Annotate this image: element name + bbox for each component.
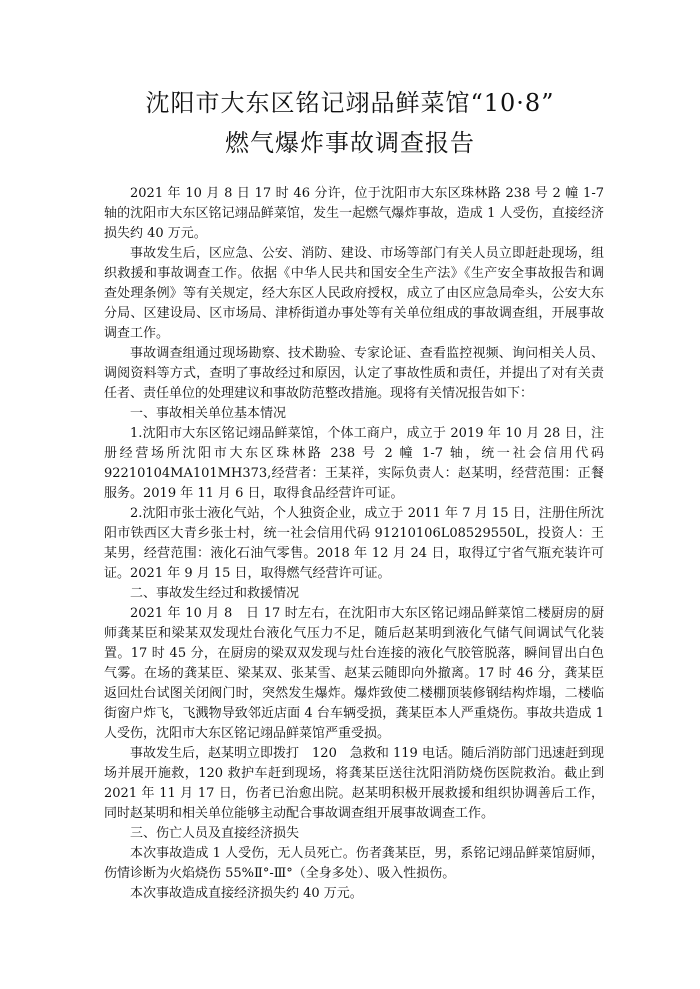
- section-3-paragraph-2: 本次事故造成直接经济损失约 40 万元。: [130, 886, 363, 901]
- intro-paragraph-3: 事故调查组通过现场勘察、技术勘验、专家论证、查看监控视频、询问相关人员、调阅资料等方式，查明了事故经过和原因，认定了事故性质和责任，并提出了对有关责任者、责任单位的处理建议和事故防范整改措施。现将有关情况报告如下：: [104, 346, 604, 401]
- report-title-line2: 燃气爆炸事故调查报告: [225, 129, 475, 157]
- intro-paragraph-2: 事故发生后，区应急、公安、消防、建设、市场等部门有关人员立即赶赴现场，组织救援和事故调查工作。依据《中华人民共和国安全生产法》《生产安全事故报告和调查处理条例》等有关规定，经大东区人民政府授权，成立了由区应急局牵头，公安大东分局、区建设局、区市场局、津桥街道办事处等有关单位组成的事故调查组，开展事故调查工作。: [104, 246, 604, 341]
- section-1-item-1: 1.沈阳市大东区铭记翊品鲜菜馆，个体工商户，成立于 2019 年 10 月 28 日，注册经营场所沈阳市大东区珠林路 238 号 2 幢 1-7 轴，统一社会信用代码 92210104MA101MH373,经营者：王某祥，实际负责人：赵某明，经营范围：正餐服务。2019 年 11 月 6 日，取得食品经营许可证。: [104, 426, 604, 501]
- section-3-heading: 三、伤亡人员及直接经济损失: [130, 826, 300, 841]
- section-2-paragraph-1: 2021 年 10 月 8 日 17 时左右，在沈阳市大东区铭记翊品鲜菜馆二楼厨房的厨师龚某臣和梁某双发现灶台液化气压力不足，随后赵某明到液化气储气间调试气化装置。17 时 45 分，在厨房的梁双双发现与灶台连接的液化气胶管脱落，瞬间冒出白色气雾。在场的龚某臣、梁某双、张某雪、赵某云随即向外撤离。17 时 46 分，龚某臣返回灶台试图关闭阀门时，突然发生爆炸。爆炸致使二楼棚顶装修钢结构炸塌，二楼临街窗户炸飞，飞溅物导致邻近店面 4 台车辆受损，龚某臣本人严重烧伤。事故共造成 1 人受伤，沈阳市大东区铭记翊品鲜菜馆严重受损。: [104, 606, 604, 741]
- section-1-item-2: 2.沈阳市张士液化气站，个人独资企业，成立于 2011 年 7 月 15 日，注册住所沈阳市铁西区大青乡张士村，统一社会信用代码 91210106L08529550L，投资人：王某男，经营范围：液化石油气零售。2018 年 12 月 24 日，取得辽宁省气瓶充装许可证。2021 年 9 月 15 日，取得燃气经营许可证。: [104, 506, 604, 581]
- section-2-paragraph-2: 事故发生后，赵某明立即拨打 120 急救和 119 电话。随后消防部门迅速赶到现场并展开施救，120 救护车赶到现场，将龚某臣送往沈阳消防烧伤医院救治。截止到 2021 年 11 月 17 日，伤者已治愈出院。赵某明积极开展救援和组织协调善后工作，同时赵某明和相关单位能够主动配合事故调查组开展事故调查工作。: [104, 746, 604, 821]
- report-body: [104, 184, 604, 904]
- section-3-paragraph-1: 本次事故造成 1 人受伤，无人员死亡。伤者龚某臣，男，系铭记翊品鲜菜馆厨师，伤情诊断为火焰烧伤 55%Ⅱ°-Ⅲ°（全身多处）、吸入性损伤。: [104, 846, 604, 881]
- report-title-line1: 沈阳市大东区铭记翊品鲜菜馆“10·8”: [145, 89, 555, 117]
- section-2-heading: 二、事故发生经过和救援情况: [130, 586, 300, 601]
- intro-paragraph-1: 2021 年 10 月 8 日 17 时 46 分许，位于沈阳市大东区珠林路 238 号 2 幢 1-7 轴的沈阳市大东区铭记翊品鲜菜馆，发生一起燃气爆炸事故，造成 1 人受伤，直接经济损失约 40 万元。: [104, 186, 604, 241]
- section-1-heading: 一、事故相关单位基本情况: [130, 406, 287, 421]
